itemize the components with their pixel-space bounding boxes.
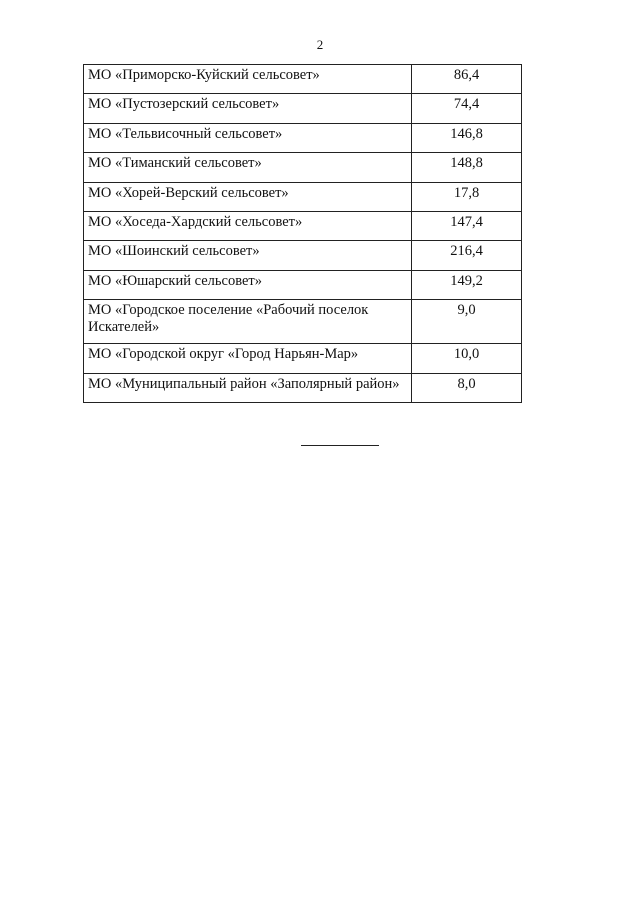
municipality-name: МО «Хорей-Верский сельсовет» (84, 182, 412, 211)
municipality-name: МО «Городской округ «Город Нарьян-Мар» (84, 344, 412, 373)
municipality-value: 147,4 (412, 211, 522, 240)
municipality-value: 149,2 (412, 270, 522, 299)
municipality-value: 10,0 (412, 344, 522, 373)
municipality-value: 148,8 (412, 153, 522, 182)
page-number: 2 (316, 37, 324, 52)
table-row (84, 123, 522, 152)
table-row (84, 211, 522, 240)
municipality-value: 86,4 (412, 65, 522, 94)
municipality-value: 146,8 (412, 123, 522, 152)
table-row (84, 270, 522, 299)
municipality-name: МО «Тельвисочный сельсовет» (84, 123, 412, 152)
municipality-value: 9,0 (412, 300, 522, 344)
municipality-name: МО «Городское поселение «Рабочий поселок Искателей» (84, 300, 412, 344)
table-row (84, 182, 522, 211)
end-divider-line (301, 445, 379, 446)
municipality-name: МО «Приморско-Куйский сельсовет» (84, 65, 412, 94)
municipality-name: МО «Хоседа-Хардский сельсовет» (84, 211, 412, 240)
municipality-name: МО «Шоинский сельсовет» (84, 241, 412, 270)
municipality-value: 74,4 (412, 94, 522, 123)
municipality-value: 8,0 (412, 373, 522, 402)
municipality-name: МО «Пустозерский сельсовет» (84, 94, 412, 123)
table-row (84, 241, 522, 270)
municipality-name: МО «Муниципальный район «Заполярный район» (84, 373, 412, 402)
table-row (84, 373, 522, 402)
municipality-value: 17,8 (412, 182, 522, 211)
table-row (84, 65, 522, 94)
table-row (84, 300, 522, 344)
municipality-name: МО «Тиманский сельсовет» (84, 153, 412, 182)
municipality-table (83, 64, 522, 403)
table-row (84, 94, 522, 123)
table-row (84, 344, 522, 373)
table-row (84, 153, 522, 182)
municipality-name: МО «Юшарский сельсовет» (84, 270, 412, 299)
municipality-value: 216,4 (412, 241, 522, 270)
